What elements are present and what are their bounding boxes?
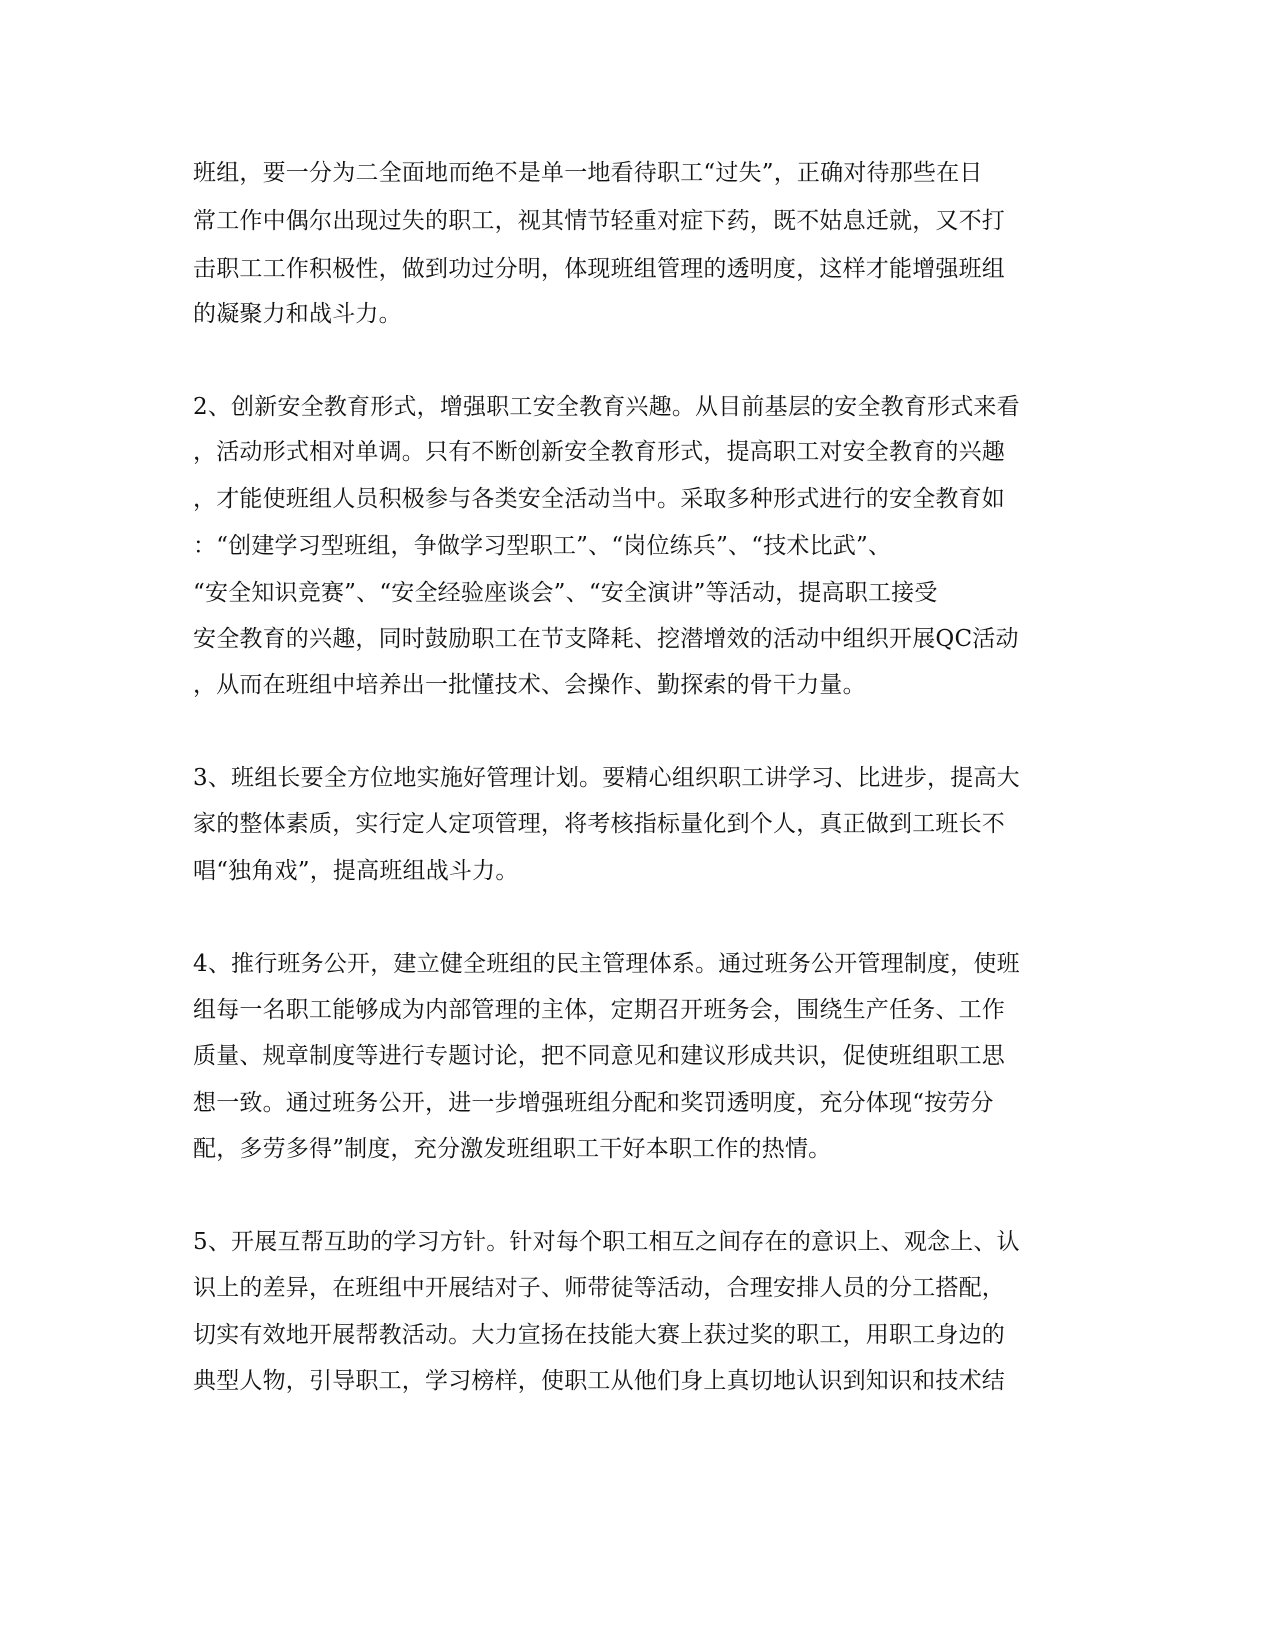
text-line: 质量、规章制度等进行专题讨论，把不同意见和建议形成共识，促使班组职工思 [193,1043,1005,1069]
text-line: 5、开展互帮互助的学习方针。针对每个职工相互之间存在的意识上、观念上、认 [193,1229,1020,1255]
text-line: 4、推行班务公开，建立健全班组的民主管理体系。通过班务公开管理制度，使班 [193,951,1020,977]
text-line: 想一致。通过班务公开，进一步增强班组分配和奖罚透明度，充分体现“按劳分 [193,1090,994,1116]
text-line: 家的整体素质，实行定人定项管理，将考核指标量化到个人，真正做到工班长不 [193,811,1005,837]
text-line: 2、创新安全教育形式，增强职工安全教育兴趣。从目前基层的安全教育形式来看 [193,394,1020,420]
text-line: 的凝聚力和战斗力。 [193,301,402,327]
text-line: 典型人物，引导职工，学习榜样，使职工从他们身上真切地认识到知识和技术结 [193,1368,1005,1394]
text-line: ，从而在班组中培养出一批懂技术、会操作、勤探索的骨干力量。 [193,672,866,698]
text-line: ，才能使班组人员积极参与各类安全活动当中。采取多种形式进行的安全教育如 [193,486,1005,512]
text-line: 配，多劳多得”制度，充分激发班组职工干好本职工作的热情。 [193,1136,832,1162]
text-line: 识上的差异，在班组中开展结对子、师带徒等活动，合理安排人员的分工搭配， [193,1275,1005,1301]
text-line: 唱“独角戏”，提高班组战斗力。 [193,858,519,884]
text-line: 常工作中偶尔出现过失的职工，视其情节轻重对症下药，既不姑息迁就，又不打 [193,208,1005,234]
text-line: ，活动形式相对单调。只有不断创新安全教育形式，提高职工对安全教育的兴趣 [193,439,1005,465]
text-line: 安全教育的兴趣，同时鼓励职工在节支降耗、挖潜增效的活动中组织开展QC活动 [193,626,1019,652]
text-line: “安全知识竞赛”、“安全经验座谈会”、“安全演讲”等活动，提高职工接受 [193,580,938,606]
text-line: 3、班组长要全方位地实施好管理计划。要精心组织职工讲学习、比进步，提高大 [193,765,1020,791]
text-line: ：“创建学习型班组，争做学习型职工”、“岗位练兵”、“技术比武”、 [193,533,892,559]
text-line: 组每一名职工能够成为内部管理的主体，定期召开班务会，围绕生产任务、工作 [193,997,1005,1023]
text-line: 击职工工作积极性，做到功过分明，体现班组管理的透明度，这样才能增强班组 [193,256,1005,282]
text-line: 班组，要一分为二全面地而绝不是单一地看待职工“过失”，正确对待那些在日 [193,160,983,186]
text-line: 切实有效地开展帮教活动。大力宣扬在技能大赛上获过奖的职工，用职工身边的 [193,1322,1005,1348]
